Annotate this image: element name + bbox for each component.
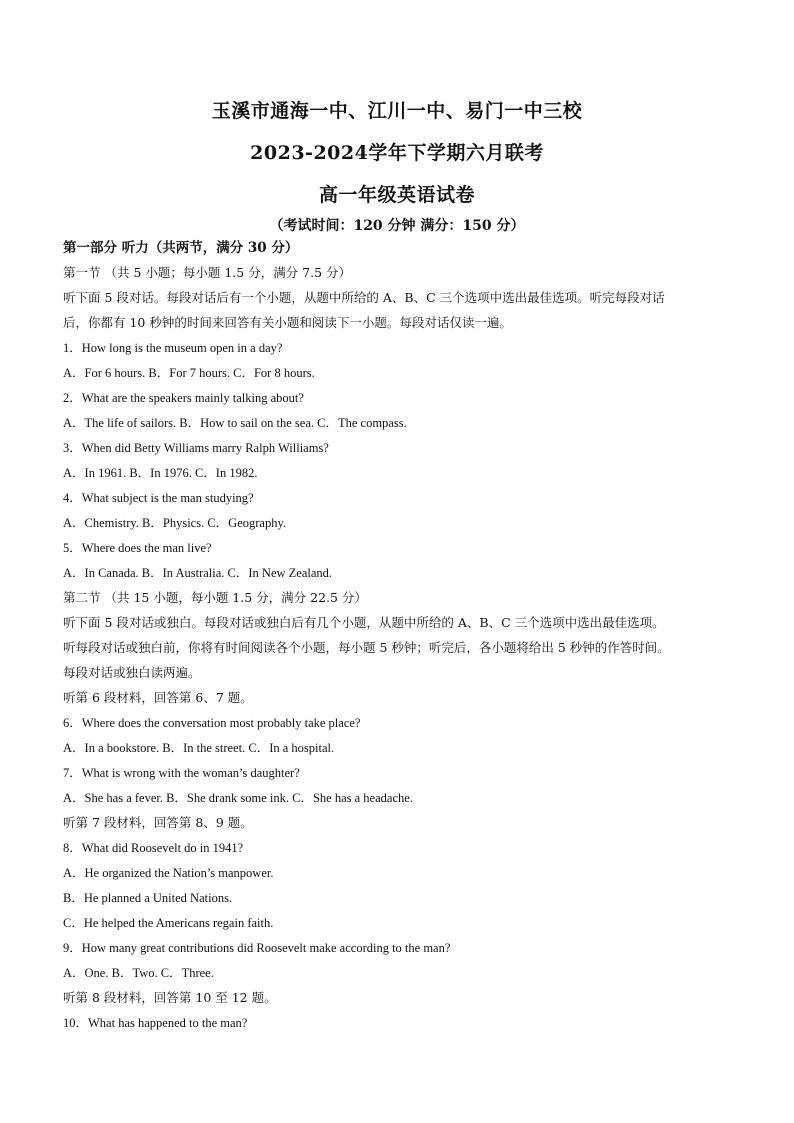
- exam-info: （考试时间：120 分钟 满分：150 分）: [269, 218, 525, 234]
- question-4: 4．What subject is the man studying?: [63, 491, 254, 505]
- material-6-heading: 听第 6 段材料，回答第 6、7 题。: [63, 690, 253, 705]
- question-7: 7．What is wrong with the woman’s daughter?: [63, 766, 300, 780]
- instruction-line: 听下面 5 段对话或独白。每段对话或独白后有几个小题，从题中所给的 A、B、C 三个选项中选出最佳选项。: [63, 615, 665, 630]
- question-10: 10．What has happened to the man?: [63, 1016, 248, 1030]
- section-one-heading: 第一节 （共 5 小题；每小题 1.5 分，满分 7.5 分）: [63, 265, 352, 280]
- question-6: 6．Where does the conversation most probably take place?: [63, 716, 361, 730]
- question-2: 2．What are the speakers mainly talking about?: [63, 391, 304, 405]
- instruction-line: 听下面 5 段对话。每段对话后有一个小题，从题中所给的 A、B、C 三个选项中选出最佳选项。听完每段对话: [63, 290, 665, 305]
- question-5-options: A．In Canada. B．In Australia. C．In New Zealand.: [63, 566, 333, 580]
- instruction-line: 听每段对话或独白前，你将有时间阅读各个小题，每小题 5 秒钟；听完后，各小题将给出 5 秒钟的作答时间。: [63, 640, 670, 655]
- material-8-heading: 听第 8 段材料，回答第 10 至 12 题。: [63, 990, 277, 1005]
- question-6-options: A．In a bookstore. B．In the street. C．In a hospital.: [63, 741, 335, 755]
- title-term: 2023-2024学年下学期六月联考: [250, 142, 544, 164]
- title-subject: 高一年级英语试卷: [318, 184, 475, 206]
- question-9: 9．How many great contributions did Roosevelt make according to the man?: [63, 941, 451, 955]
- title-schools: 玉溪市通海一中、江川一中、易门一中三校: [211, 100, 583, 122]
- instruction-line: 每段对话或独白读两遍。: [63, 665, 201, 680]
- section-two-heading: 第二节 （共 15 小题，每小题 1.5 分，满分 22.5 分）: [63, 590, 367, 605]
- question-8-option-c: C．He helped the Americans regain faith.: [63, 916, 274, 930]
- material-7-heading: 听第 7 段材料，回答第 8、9 题。: [63, 815, 253, 830]
- question-1-options: A．For 6 hours. B．For 7 hours. C．For 8 hours.: [63, 366, 315, 380]
- part-one-heading: 第一部分 听力（共两节，满分 30 分）: [63, 240, 299, 256]
- question-1: 1．How long is the museum open in a day?: [63, 341, 283, 355]
- question-3: 3．When did Betty Williams marry Ralph Williams?: [63, 441, 329, 455]
- question-5: 5．Where does the man live?: [63, 541, 212, 555]
- question-7-options: A．She has a fever. B．She drank some ink. C．She has a headache.: [63, 791, 413, 805]
- question-9-options: A．One. B．Two. C．Three.: [63, 966, 214, 980]
- question-3-options: A．In 1961. B．In 1976. C．In 1982.: [63, 466, 258, 480]
- question-8-option-a: A．He organized the Nation’s manpower.: [63, 866, 274, 880]
- instruction-line: 后，你都有 10 秒钟的时间来回答有关小题和阅读下一小题。每段对话仅读一遍。: [63, 315, 512, 330]
- question-2-options: A．The life of sailors. B．How to sail on the sea. C．The compass.: [63, 416, 407, 430]
- question-8: 8．What did Roosevelt do in 1941?: [63, 841, 244, 855]
- question-8-option-b: B．He planned a United Nations.: [63, 891, 233, 905]
- question-4-options: A．Chemistry. B．Physics. C．Geography.: [63, 516, 287, 530]
